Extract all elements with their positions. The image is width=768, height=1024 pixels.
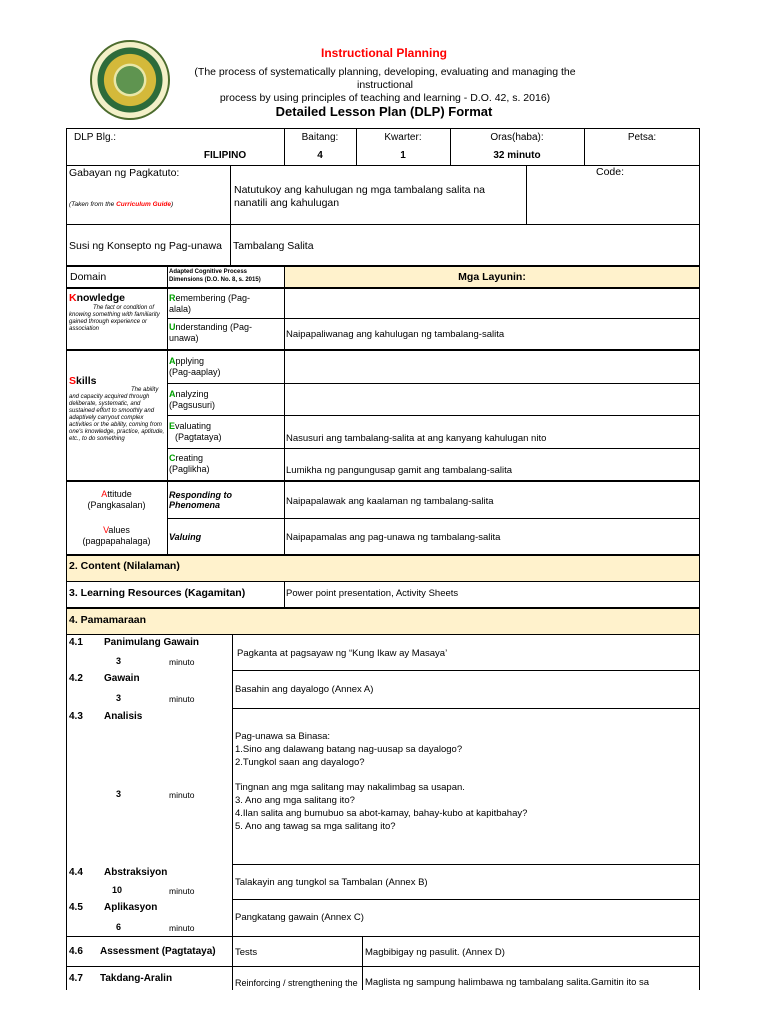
applying-label: Applying (Pag-aaplay): [169, 356, 221, 377]
step-unit: minuto: [169, 694, 195, 704]
kwarter-label: Kwarter:: [384, 132, 422, 143]
step-number: 4.4: [69, 867, 83, 878]
remembering-label: Remembering (Pag- alala): [169, 293, 251, 314]
code-label: Code:: [596, 166, 625, 178]
competency-line-1: Natutukoy ang kahulugan ng mga tambalang salita na: [234, 184, 486, 196]
step-activity: Pangkatang gawain (Annex C): [235, 912, 364, 923]
step-name: Panimulang Gawain: [104, 637, 200, 648]
curriculum-guide-note: (Taken from the Curriculum Guide): [69, 201, 174, 208]
oras-value: 32 minuto: [493, 150, 541, 161]
assessment-label: Assessment (Pagtataya): [100, 946, 216, 957]
analisis-line: Tingnan ang mga salitang may nakalimbag sa usapan.: [235, 782, 465, 794]
takdang-number: 4.7: [69, 973, 83, 984]
step-minutes: 3: [116, 693, 122, 703]
step-unit: minuto: [169, 886, 195, 896]
subject-value: FILIPINO: [203, 150, 247, 161]
baitang-value: 4: [317, 150, 323, 161]
analisis-line: 3. Ano ang mga salitang ito?: [235, 794, 355, 806]
step-activity: Pagkanta at pagsayaw ng “Kung Ikaw ay Masaya’: [237, 648, 448, 659]
dlp-label: DLP Blg.:: [74, 132, 117, 143]
petsa-label: Petsa:: [627, 132, 657, 143]
kwarter-value: 1: [400, 150, 406, 161]
understanding-label: Understanding (Pag- unawa): [169, 322, 253, 343]
evaluating-objective: Nasusuri ang tambalang-salita at ang kanyang kahulugan nito: [286, 433, 547, 444]
page-title: Instructional Planning: [320, 46, 447, 60]
resources-label: 3. Learning Resources (Kagamitan): [69, 587, 246, 599]
content-label: 2. Content (Nilalaman): [69, 560, 180, 572]
competency-line-2: nanatili ang kahulugan: [234, 197, 340, 209]
step-minutes: 3: [116, 656, 122, 666]
values-objective: Naipapamalas ang pag-unawa ng tambalang-salita: [286, 532, 501, 543]
susi-label: Susi ng Konsepto ng Pag-unawa: [69, 240, 222, 252]
knowledge-desc: The fact or condition of knowing something with familiarity gained through experience or association: [69, 305, 160, 332]
creating-label: Creating (Paglikha): [169, 453, 210, 474]
step-number: 4.3: [69, 711, 83, 722]
analyzing-label: Analyzing (Pagsusuri): [169, 389, 216, 410]
takdang-label: Takdang-Aralin: [100, 973, 173, 984]
dimensions-header: Adapted Cognitive Process Dimensions (D.O. No. 8, s. 2015): [169, 269, 261, 283]
analisis-line: 1.Sino ang dalawang batang nag-uusap sa dayalogo?: [235, 743, 463, 755]
subtitle-line-2: process by using principles of teaching and learning - D.O. 42, s. 2016): [219, 92, 551, 104]
step-number: 4.1: [69, 637, 83, 648]
analisis-line: Pag-unawa sa Binasa:: [235, 731, 331, 742]
analisis-line: [235, 769, 527, 782]
baitang-label: Baitang:: [301, 132, 339, 143]
step-name: Abstraksiyon: [104, 867, 168, 878]
understanding-objective: Naipapaliwanag ang kahulugan ng tambalang-salita: [286, 329, 505, 340]
step-activity: Basahin ang dayalogo (Annex A): [235, 684, 374, 695]
takdang-type: Reinforcing / strengthening the: [235, 978, 358, 988]
values-dimension: Valuing: [169, 532, 202, 542]
knowledge-label: Knowledge: [69, 292, 126, 304]
attitude-label: Attitude (Pangkasalan): [87, 489, 146, 510]
assessment-text: Magbibigay ng pasulit. (Annex D): [365, 947, 505, 958]
lesson-plan-table: [66, 128, 700, 990]
oras-label: Oras(haba):: [490, 132, 544, 143]
analisis-line: 2.Tungkol saan ang dayalogo?: [235, 756, 365, 768]
pamamaraan-row-fill: [66, 608, 700, 634]
step-name: Aplikasyon: [104, 902, 158, 913]
attitude-objective: Naipapalawak ang kaalaman ng tambalang-salita: [286, 496, 494, 507]
step-number: 4.5: [69, 902, 83, 913]
evaluating-label: Evaluating (Pagtataya): [169, 421, 222, 442]
attitude-dimension: Responding to Phenomena: [169, 490, 232, 510]
analisis-questions: [235, 731, 527, 833]
pamamaraan-label: 4. Pamamaraan: [69, 614, 147, 626]
step-number: 4.2: [69, 673, 83, 684]
layunin-header: Mga Layunin:: [458, 271, 526, 283]
format-title: Detailed Lesson Plan (DLP) Format: [275, 104, 493, 119]
domain-header: Domain: [70, 271, 107, 283]
analisis-line: 4.Ilan salita ang bumubuo sa abot-kamay, bahay-kubo at kapitbahay?: [235, 807, 528, 819]
resources-value: Power point presentation, Activity Sheets: [286, 588, 459, 599]
gabayan-label: Gabayan ng Pagkatuto:: [69, 167, 180, 179]
skills-label: Skills: [69, 375, 97, 387]
values-label: Values (pagpapahalaga): [82, 525, 151, 546]
step-unit: minuto: [169, 923, 195, 933]
susi-value: Tambalang Salita: [233, 240, 314, 252]
step-unit: minuto: [169, 790, 195, 800]
step-unit: minuto: [169, 657, 195, 667]
step-minutes: 10: [112, 885, 123, 895]
creating-objective: Lumikha ng pangungusap gamit ang tambalang-salita: [286, 465, 513, 476]
skills-desc: The ability and capacity acquired through deliberate, systematic, and sustained effort to smoothly and adaptively carryout complex activities or the ability, coming from one's knowledge, practice, aptitude, etc., to do something: [69, 387, 165, 442]
assessment-type: Tests: [235, 947, 258, 958]
subtitle-line-1: (The process of systematically planning, developing, evaluating and managing the instructional: [194, 66, 576, 91]
step-name: Analisis: [104, 711, 143, 722]
assessment-number: 4.6: [69, 946, 83, 957]
analisis-line: 5. Ano ang tawag sa mga salitang ito?: [235, 820, 396, 832]
page-subtitle: [170, 66, 600, 105]
step-minutes: 3: [116, 789, 122, 799]
takdang-text: Maglista ng sampung halimbawa ng tambalang salita.Gamitin ito sa: [365, 977, 650, 988]
step-name: Gawain: [104, 673, 140, 684]
step-minutes: 6: [116, 922, 122, 932]
step-activity: Talakayin ang tungkol sa Tambalan (Annex B): [235, 877, 428, 888]
